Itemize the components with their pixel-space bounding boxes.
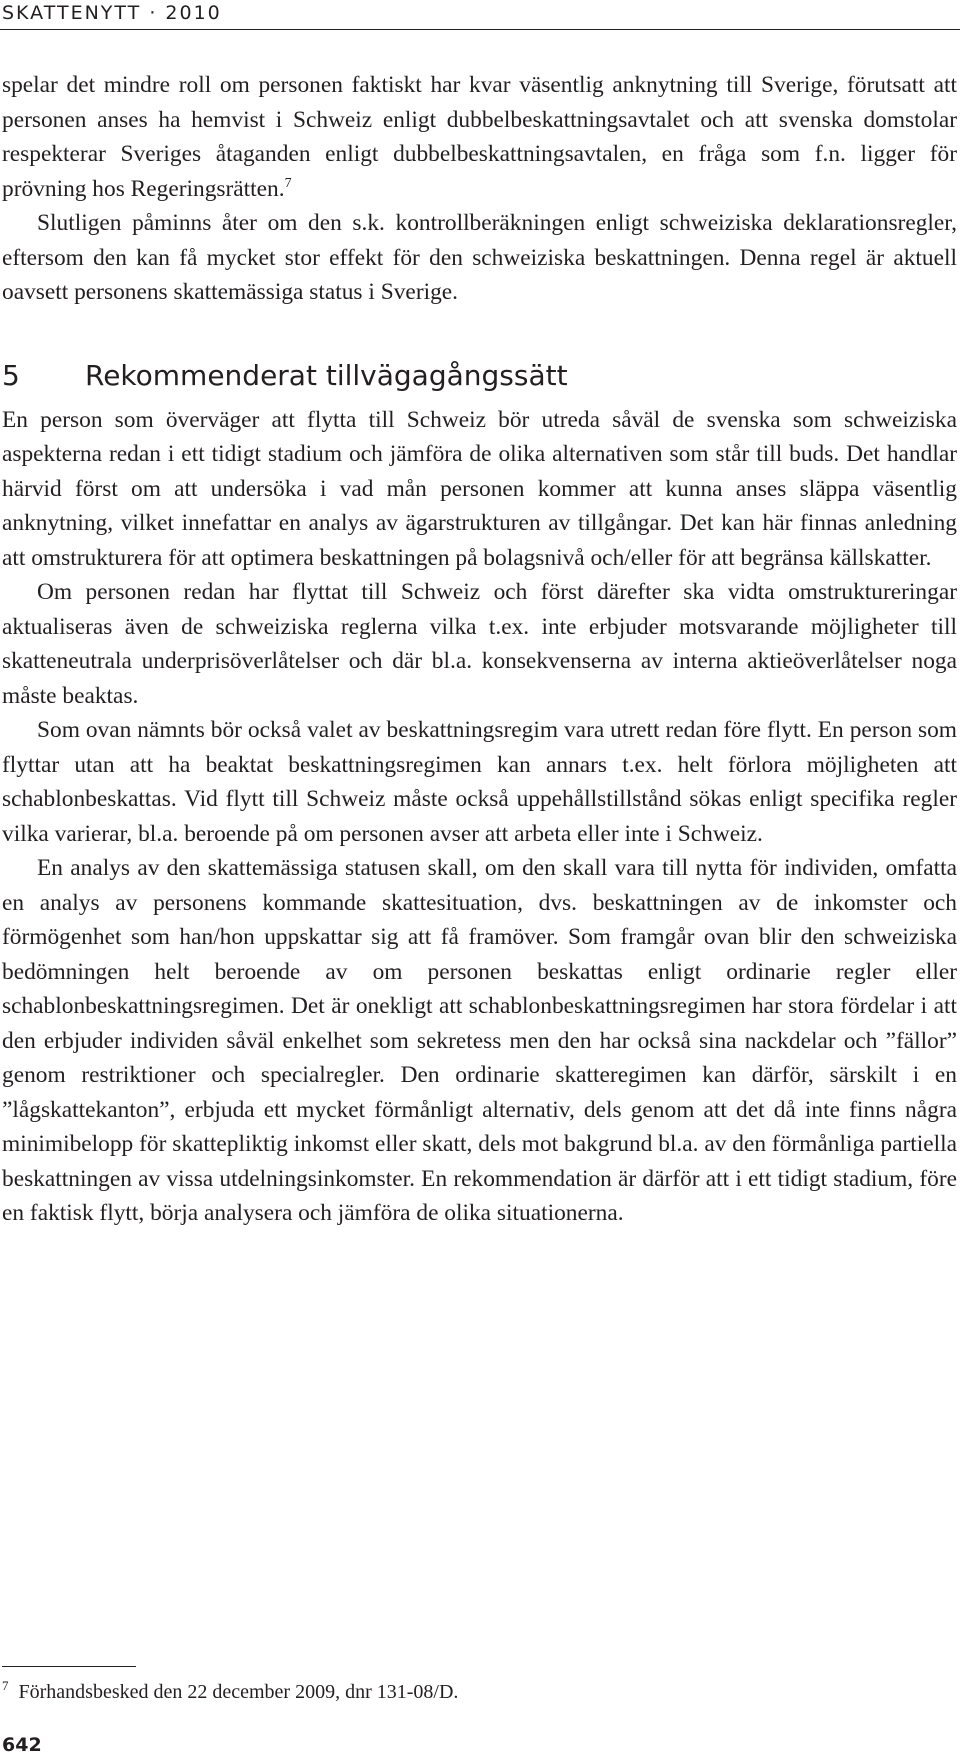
section-title: Rekommenderat tillvägagångssätt xyxy=(85,358,568,392)
footnote xyxy=(2,1678,942,1706)
running-head: SKATTENYTT · 2010 xyxy=(2,2,222,24)
paragraph-3: En person som överväger att flytta till Schweiz bör utreda såväl de svenska som schweiziska aspekterna redan i ett tidigt stadium och jämföra de olika alternativen som står till buds. Det handlar härvid först om att undersöka i vad mån personen kommer att kunna anses släppa väsentlig anknytning, vilket innefattar en analys av ägarstrukturen av tillgångar. Det kan här finnas anledning att omstrukturera för att optimera beskattningen på bolagsnivå och/eller för att begränsa källskatter. xyxy=(2,406,957,571)
footnote-text: Förhandsbesked den 22 december 2009, dnr 131-08/D. xyxy=(18,1681,459,1703)
section-heading xyxy=(2,356,957,396)
article-body xyxy=(2,68,957,1231)
header-divider xyxy=(0,29,960,30)
paragraph-5: Som ovan nämnts bör också valet av beskattningsregim vara utrett redan före flytt. En person som flyttar utan att ha beaktat beskattningsregimen kan annars t.ex. helt förlora möjligheten att schablonbeskattas. Vid flytt till Schweiz måste också uppehållstillstånd sökas enligt specifika regler vilka varierar, bl.a. beroende på om personen avser att arbeta eller inte i Schweiz. xyxy=(2,717,957,847)
paragraph-1 xyxy=(2,68,957,206)
footnote-reference[interactable]: 7 xyxy=(284,175,292,191)
paragraph-6: En analys av den skattemässiga statusen skall, om den skall vara till nytta för individen, omfatta en analys av personens kommande skattesituation, dvs. beskattningen av de inkomster och förmögenhet som han/hon uppskattar sig att få framöver. Som framgår ovan blir den schweiziska bedömningen helt beroende av om personen beskattas enligt ordinarie regler eller schablonbeskattningsregimen. Det är onekligt att schablonbeskattningsregimen har stora fördelar i att den erbjuder individen såväl enkelhet som sekretess men den har också sina nackdelar och ”fällor” genom restriktioner och specialregler. Den ordinarie skatteregimen kan därför, särskilt i en ”lågskattekanton”, erbjuda ett mycket förmånligt alternativ, dels genom att det då inte finns några minimibelopp för skattepliktig inkomst eller skatt, dels mot bakgrund bl.a. av den förmånliga partiella beskattningen av vissa utdelningsinkomster. En rekommendation är därför att i ett tidigt stadium, före en faktisk flytt, börja analysera och jämföra de olika situationerna. xyxy=(2,855,957,1226)
footnote-number: 7 xyxy=(2,1678,9,1693)
paragraph-4: Om personen redan har flyttat till Schweiz och först därefter ska vidta omstruktureringar aktualiseras även de schweiziska reglerna vilka t.ex. inte erbjuder motsvarande möjligheter till skatteneutrala underprisöverlåtelser och där bl.a. konsekvenserna av interna aktieöverlåtelser noga måste beaktas. xyxy=(2,579,957,709)
section-number: 5 xyxy=(2,358,20,392)
footnote-divider xyxy=(2,1666,136,1667)
page-number: 642 xyxy=(2,1734,42,1756)
paragraph-1-text: spelar det mindre roll om personen faktiskt har kvar väsentlig anknytning till Sverige, förutsatt att personen anses ha hemvist i Schweiz enligt dubbelbeskattningsavtalet och att svenska domstolar respekterar Sveriges åtaganden enligt dubbelbeskattningsavtalen, en fråga som f.n. ligger för prövning hos Regeringsrätten. xyxy=(2,72,957,202)
paragraph-2: Slutligen påminns åter om den s.k. kontrollberäkningen enligt schweiziska deklarationsregler, eftersom den kan få mycket stor effekt för den schweiziska beskattningen. Denna regel är aktuell oavsett personens skattemässiga status i Sverige. xyxy=(2,210,957,305)
